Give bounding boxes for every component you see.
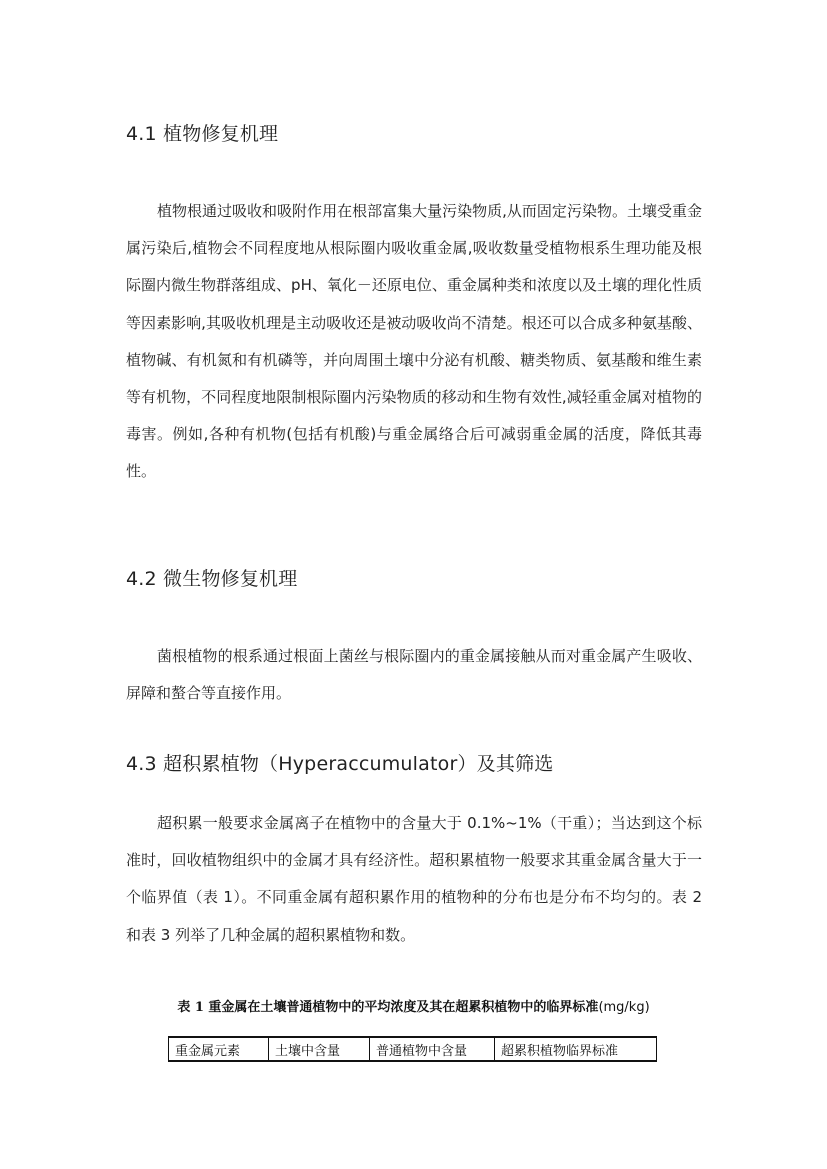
table-header-row	[169, 1037, 657, 1061]
section-paragraph-4-2: 菌根植物的根系通过根面上菌丝与根际圈内的重金属接触从而对重金属产生吸收、屏障和螯合等直接作用。	[126, 647, 702, 703]
table-header-element: 重金属元素	[169, 1037, 269, 1061]
section-heading-4-1: 4.1 植物修复机理	[126, 123, 279, 145]
table-header-common-plant: 普通植物中含量	[370, 1037, 495, 1061]
table-header-hyperaccumulator: 超累积植物临界标准	[495, 1037, 657, 1061]
section-heading-4-3: 4.3 超积累植物（Hyperaccumulator）及其筛选	[126, 753, 554, 775]
table-header-soil: 土壤中含量	[269, 1037, 370, 1061]
section-heading-4-2: 4.2 微生物修复机理	[126, 568, 298, 590]
table-caption	[0, 996, 827, 1015]
table-caption-text: 表 1 重金属在土壤普通植物中的平均浓度及其在超累积植物中的临界标准	[177, 1000, 599, 1015]
section-paragraph-4-1: 植物根通过吸收和吸附作用在根部富集大量污染物质,从而固定污染物。土壤受重金属污染后,植物会不同程度地从根际圈内吸收重金属,吸收数量受植物根系生理功能及根际圈内微生物群落组成、pH、氧化－还原电位、重金属种类和浓度以及土壤的理化性质等因素影响,其吸收机理是主动吸收还是被动吸收尚不清楚。根还可以合成多种氨基酸、植物碱、有机氮和有机磷等，并向周围土壤中分泌有机酸、糖类物质、氨基酸和维生素等有机物，不同程度地限制根际圈内污染物质的移动和生物有效性,减轻重金属对植物的毒害。例如,各种有机物(包括有机酸)与重金属络合后可减弱重金属的活度，降低其毒性。	[126, 202, 702, 481]
section-paragraph-4-3: 超积累一般要求金属离子在植物中的含量大于 0.1%~1%（干重）；当达到这个标准时，回收植物组织中的金属才具有经济性。超积累植物一般要求其重金属含量大于一个临界值（表 1）。不同重金属有超积累作用的植物种的分布也是分布不均匀的。表 2 和表 3 列举了几种金属的超积累植物和数。	[126, 814, 702, 944]
table-caption-unit: (mg/kg)	[598, 1000, 650, 1015]
heavy-metal-table	[168, 1036, 657, 1062]
